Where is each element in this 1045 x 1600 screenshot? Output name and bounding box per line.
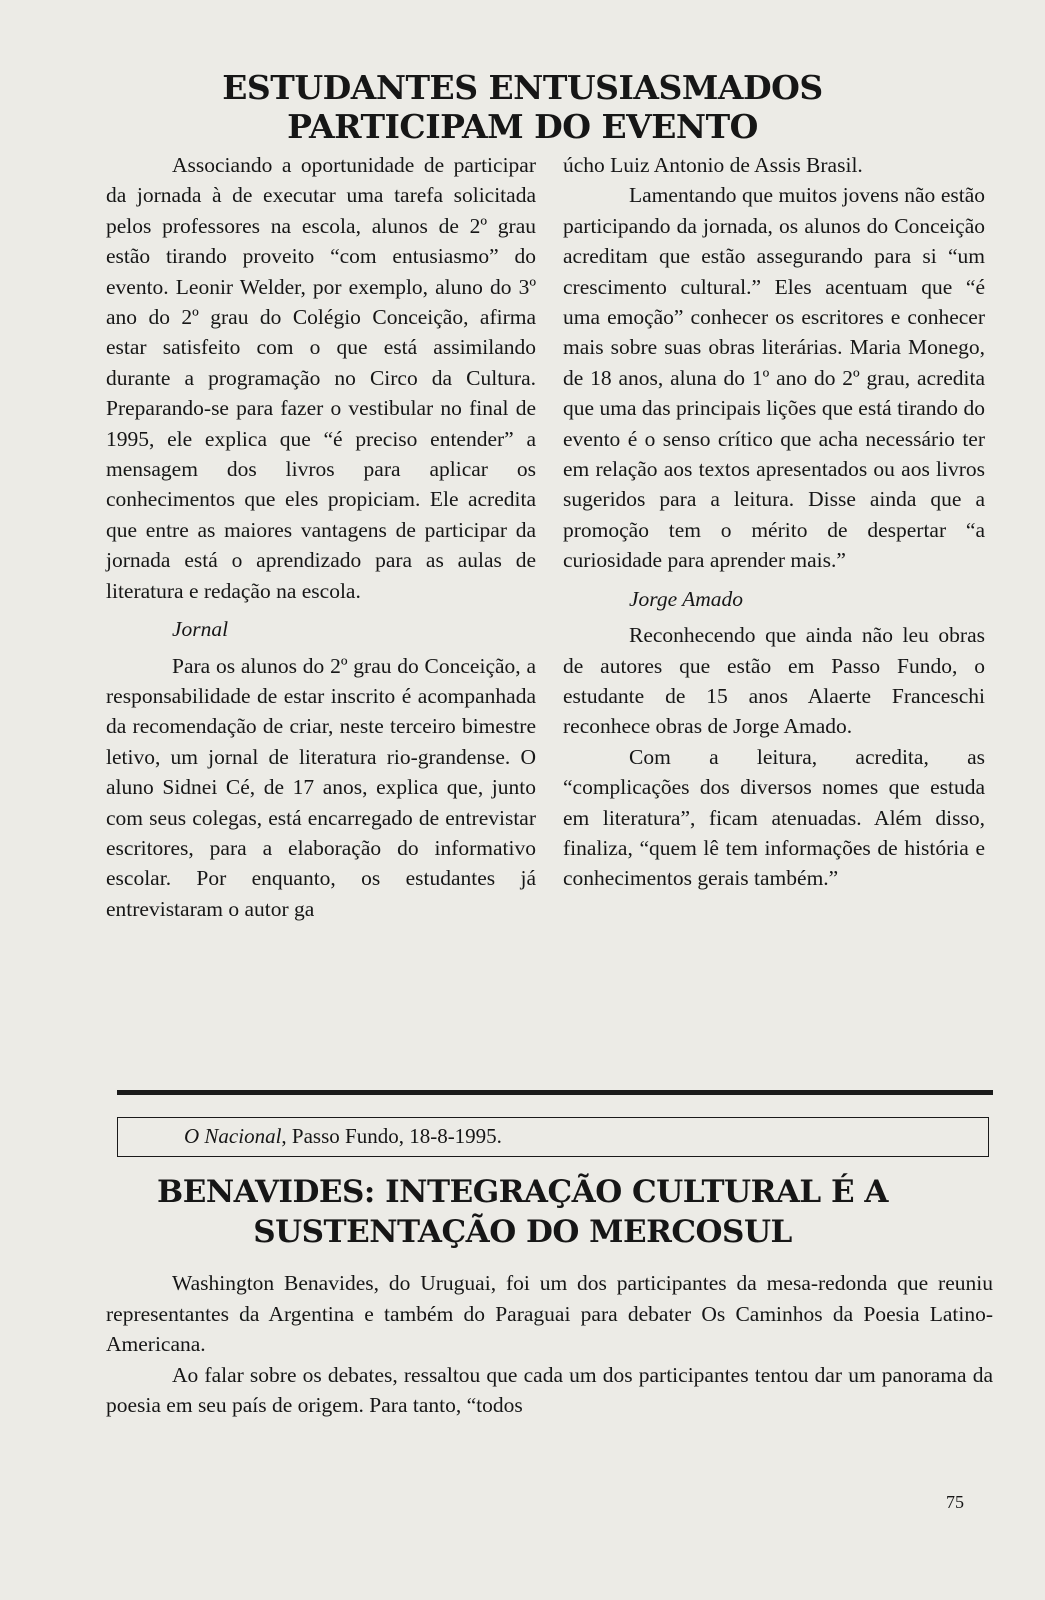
article-paragraph-continued: úcho Luiz Antonio de Assis Brasil. xyxy=(563,153,863,177)
section-subhead: Jornal xyxy=(172,617,229,642)
article-headline xyxy=(60,68,985,146)
article-paragraph: Ao falar sobre os debates, ressaltou que cada um dos participantes tentou dar um panorama da poesia em seu país de origem. Para tanto, “todos xyxy=(106,1362,993,1417)
source-citation-box xyxy=(117,1117,989,1157)
source-details: , Passo Fundo, 18-8-1995. xyxy=(281,1124,502,1148)
article-2-body xyxy=(106,1268,993,1421)
left-column xyxy=(106,150,536,924)
article-paragraph: Reconhecendo que ainda não leu obras de autores que estão em Passo Fundo, o estudante de 15 anos Alaerte Franceschi reconhece obras de Jorge Amado. xyxy=(563,623,985,739)
right-column xyxy=(563,150,985,894)
article-paragraph: Lamentando que muitos jovens não estão participando da jornada, os alunos do Conceição acreditam que estão assegurando para si “um crescimento cultural.” Eles acentuam que “é uma emoção” conhecer os escritores e conhecer mais sobre suas obras literárias. Maria Monego, de 18 anos, aluna do 1º ano do 2º grau, acredita que uma das principais lições que está tirando do evento é o senso crítico que acha necessário ter em relação aos textos apresentados ou aos livros sugeridos para a leitura. Disse ainda que a promoção tem o mérito de despertar “a curiosidade para aprender mais.” xyxy=(563,183,985,573)
article-headline-2 xyxy=(80,1172,965,1252)
section-subhead: Jorge Amado xyxy=(629,586,744,611)
source-publication: O Nacional xyxy=(184,1124,282,1148)
article-paragraph: Washington Benavides, do Uruguai, foi um dos participantes da mesa-redonda que reuniu representantes da Argentina e também do Paraguai para debater Os Caminhos da Poesia Latino-Americana. xyxy=(106,1271,993,1356)
article-paragraph: Associando a oportunidade de participar da jornada à de executar uma tarefa solicitada pelos professores na escola, alunos de 2º grau estão tirando proveito “com entusiasmo” do evento. Leonir Welder, por exemplo, aluno do 3º ano do 2º grau do Colégio Conceição, afirma estar satisfeito com o que está assimilando durante a programação no Circo da Cultura. Preparando-se para fazer o vestibular no final de 1995, ele explica que “é preciso entender” a mensagem dos livros para aplicar os conhecimentos que eles propiciam. Ele acredita que entre as maiores vantagens de participar da jornada está o aprendizado para as aulas de literatura e redação na escola. xyxy=(106,153,536,603)
headline2-line-2: SUSTENTAÇÃO DO MERCOSUL xyxy=(253,1214,792,1250)
headline-line-2: PARTICIPAM DO EVENTO xyxy=(287,107,758,146)
page-number: 75 xyxy=(946,1492,964,1512)
section-divider xyxy=(117,1090,993,1095)
headline-line-1: ESTUDANTES ENTUSIASMADOS xyxy=(222,68,823,107)
article-paragraph: Para os alunos do 2º grau do Conceição, a responsabilidade de estar inscrito é acompanhada da recomendação de criar, neste terceiro bimestre letivo, um jornal de literatura rio-grandense. O aluno Sidnei Cé, de 17 anos, explica que, junto com seus colegas, está encarregado de entrevistar escritores, para a elaboração do informativo escolar. Por enquanto, os estudantes já entrevistaram o autor ga xyxy=(106,653,536,921)
article-paragraph: Com a leitura, acredita, as “complicações dos diversos nomes que estuda em literatura”, ficam atenuadas. Além disso, finaliza, “quem lê tem informações de história e conhecimentos gerais também.” xyxy=(563,744,985,891)
headline2-line-1: BENAVIDES: INTEGRAÇÃO CULTURAL É A xyxy=(157,1174,888,1210)
